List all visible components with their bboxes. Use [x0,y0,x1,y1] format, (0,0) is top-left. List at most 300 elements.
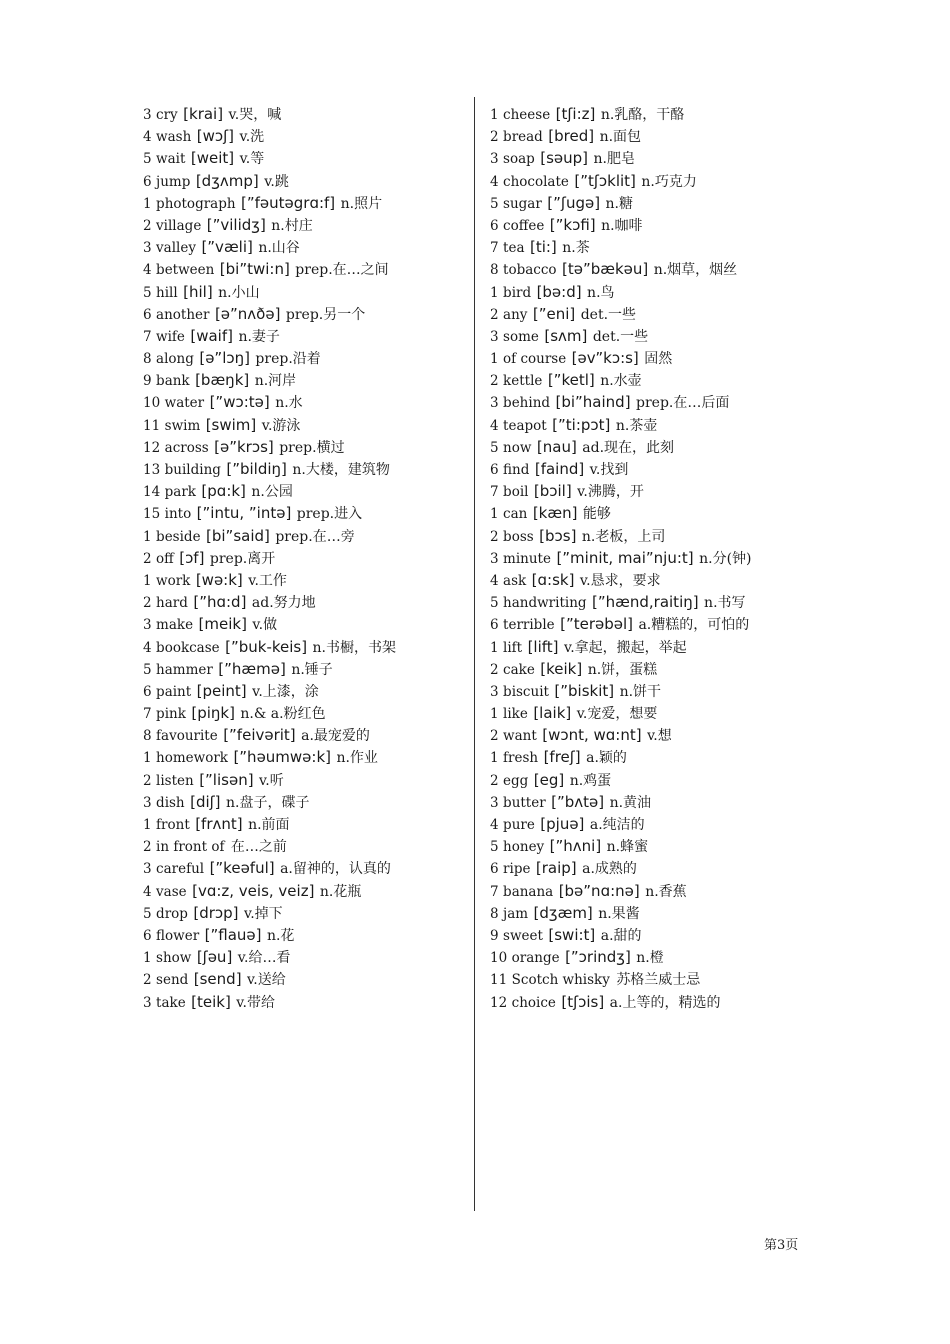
entry-word: into [164,506,192,523]
entry-gloss: n.鸟 [587,284,615,301]
entry-ipa: [swim] [205,415,257,434]
entry-word: tobacco [503,262,557,279]
entry-gloss: v.带给 [236,994,275,1011]
entry-gloss: 能够 [582,506,611,523]
entry-ipa: [wɔnt, wɑ:nt] [542,726,642,745]
entry-number: 9 [143,373,152,390]
entry-gloss: a.甜的 [600,927,642,944]
entry-word: fresh [503,750,539,767]
entry-word: another [156,306,210,323]
entry-gloss: prep.在…后面 [636,395,730,412]
entry-word: banana [503,883,554,900]
entry-number: 5 [490,439,499,456]
entry-number: 5 [143,905,152,922]
vocab-entry [490,835,820,857]
entry-gloss: v.跳 [264,173,289,190]
entry-number: 3 [143,240,152,257]
vocab-entry [143,724,463,746]
entry-ipa: [piŋk] [191,704,235,723]
entry-word: ask [503,572,527,589]
entry-number: 6 [143,927,152,944]
vocab-entry [143,613,463,635]
entry-number: 4 [490,817,499,833]
vocab-entry [143,835,463,857]
entry-ipa: [bɔs] [539,526,577,545]
entry-gloss: a.上等的，精选的 [609,994,721,1011]
vocab-entry [143,502,463,524]
entry-gloss: n.作业 [336,750,378,767]
vocab-entry [143,569,463,591]
vocab-entry [143,258,463,280]
entry-ipa: [teik] [191,992,231,1011]
entry-gloss: prep.另一个 [285,306,366,323]
entry-word: work [156,572,191,589]
entry-word: village [156,217,202,234]
entry-number: 3 [490,683,499,700]
entry-gloss: prep.横过 [279,439,345,456]
entry-number: 6 [143,306,152,323]
vocab-entry [490,857,820,879]
entry-gloss: det.一些 [592,328,649,345]
entry-ipa: [ə”lɔŋ] [199,349,250,368]
entry-ipa: [pɑ:k] [201,482,246,501]
entry-word: take [156,994,186,1011]
entry-word: behind [503,395,551,412]
entry-gloss: n.老板，上司 [581,528,666,545]
entry-word: bookcase [156,639,220,656]
vocab-entry [143,281,463,303]
entry-ipa: [”wɔ:tə] [209,393,270,412]
entry-ipa: [dʒæm] [533,903,593,922]
entry-number: 8 [490,262,499,279]
entry-gloss: n.前面 [248,817,290,833]
entry-word: cry [156,107,178,123]
entry-number: 3 [490,151,499,168]
entry-number: 8 [143,351,152,368]
entry-gloss: n.水 [275,395,303,412]
vocab-entry [490,880,820,902]
left-column [143,103,463,1013]
vocab-entry [490,192,820,214]
entry-word: park [164,484,196,501]
entry-gloss: det.一些 [580,306,637,323]
entry-gloss: v.等 [239,151,265,168]
vocab-entry [490,125,820,147]
entry-number: 2 [490,661,499,678]
entry-number: 12 [143,439,161,456]
vocab-entry [490,702,820,724]
entry-number: 15 [143,506,161,523]
entry-number: 5 [490,195,499,212]
entry-gloss: n.饼干 [619,683,662,700]
entry-gloss: v.找到 [589,462,629,478]
entry-gloss: a.最宠爱的 [301,728,370,745]
entry-word: between [156,262,215,279]
entry-number: 3 [143,794,152,811]
entry-ipa: [drɔp] [193,903,239,922]
entry-number: 5 [143,284,152,301]
entry-number: 11 [143,417,161,434]
entry-word: sweet [503,927,543,944]
vocab-entry [490,325,820,347]
vocab-entry [490,746,820,768]
vocab-entry [490,813,820,835]
entry-number: 1 [490,351,499,368]
vocab-entry [490,924,820,946]
entry-ipa: [”flauə] [204,925,262,944]
entry-ipa: [bi”twi:n] [219,260,290,279]
vocab-entry [143,702,463,724]
entry-word: flower [156,927,200,944]
entry-ipa: [bɔil] [533,482,572,501]
entry-gloss: n.河岸 [254,373,297,390]
entry-ipa: [laik] [533,704,572,723]
entry-number: 6 [490,462,499,478]
vocab-entry [490,258,820,280]
entry-word: coffee [503,217,545,234]
vocab-entry [490,991,820,1013]
entry-word: sugar [503,195,542,212]
vocab-entry [143,857,463,879]
entry-number: 3 [490,395,499,412]
vocab-entry [143,813,463,835]
entry-word: listen [156,772,194,789]
entry-number: 1 [143,950,152,967]
entry-ipa: [krai] [183,105,224,123]
entry-word: dish [156,794,185,811]
entry-word: cake [503,661,535,678]
entry-word: bird [503,284,532,301]
entry-gloss: n.乳酪，干酪 [600,107,685,123]
entry-gloss: v.恳求，要求 [579,572,661,589]
entry-word: in front of [156,839,225,856]
entry-number: 1 [490,706,499,723]
entry-gloss: n.面包 [599,129,642,146]
entry-gloss: v.洗 [239,129,265,146]
entry-word: careful [156,861,205,878]
entry-ipa: [nau] [536,437,577,456]
entry-word: wait [156,151,186,168]
entry-number: 2 [143,595,152,612]
entry-word: cheese [503,107,551,123]
entry-word: kettle [503,373,543,390]
entry-number: 1 [490,284,499,301]
entry-word: chocolate [503,173,569,190]
entry-ipa: [”eni] [532,304,576,323]
entry-word: beside [156,528,201,545]
entry-number: 2 [143,772,152,789]
entry-number: 2 [490,728,499,745]
vocab-entry [490,658,820,680]
entry-number: 2 [143,550,152,567]
entry-number: 12 [490,994,508,1011]
entry-number: 3 [490,550,499,567]
entry-gloss: n.黄油 [609,794,652,811]
vocab-entry [143,480,463,502]
entry-number: 2 [490,373,499,390]
vocab-entry [143,214,463,236]
entry-ipa: [”ʃugə] [547,193,601,212]
entry-ipa: [”hɑ:d] [193,593,247,612]
entry-number: 1 [143,750,152,767]
entry-number: 11 [490,972,508,989]
entry-ipa: [”bildiŋ] [226,460,287,478]
entry-ipa: [dʒʌmp] [195,171,259,190]
vocab-entry [490,591,820,613]
entry-ipa: [əv”kɔ:s] [571,349,639,368]
entry-word: handwriting [503,595,587,612]
entry-ipa: [eg] [533,770,565,789]
entry-ipa: [”tʃɔklit] [574,171,636,190]
entry-word: boss [503,528,534,545]
entry-gloss: n.妻子 [238,328,280,345]
vocab-entry [490,547,820,569]
entry-number: 3 [143,994,152,1011]
entry-ipa: [”terəbəl] [560,615,633,634]
entry-ipa: [bi”haind] [555,393,631,412]
entry-word: honey [503,839,545,856]
entry-number: 8 [143,728,152,745]
vocab-entry [143,325,463,347]
entry-ipa: [”hʌni] [549,837,602,856]
vocab-entry [490,347,820,369]
entry-number: 3 [143,617,152,634]
entry-gloss: n.花瓶 [319,883,362,900]
vocab-entry [143,880,463,902]
vocab-entry [490,369,820,391]
entry-gloss: n.肥皂 [593,151,635,168]
entry-gloss: n.大楼，建筑物 [292,462,390,478]
entry-ipa: [ɑ:sk] [531,570,575,589]
vocab-entry [143,147,463,169]
entry-ipa: [”ketl] [547,371,595,390]
vocab-entry [143,414,463,436]
entry-number: 1 [490,750,499,767]
entry-ipa: [”vilidʒ] [206,215,266,234]
entry-gloss: n.鸡蛋 [569,772,612,789]
entry-number: 1 [143,528,152,545]
entry-gloss: v.给…看 [237,950,291,967]
entry-number: 6 [490,217,499,234]
entry-ipa: [”feivərit] [223,726,296,745]
entry-word: ripe [503,861,531,878]
entry-ipa: [səup] [540,149,589,168]
entry-word: paint [156,683,192,700]
entry-ipa: [”væli] [201,238,253,257]
vocab-entry [143,769,463,791]
entry-number: 2 [143,839,152,856]
entry-ipa: [tə”bækəu] [562,260,649,279]
entry-gloss: prep.沿着 [255,351,321,368]
entry-gloss: n.饼，蛋糕 [587,661,658,678]
entry-ipa: [”bʌtə] [551,792,605,811]
entry-word: teapot [503,417,547,434]
entry-gloss: prep.在…旁 [275,528,355,545]
entry-word: valley [156,240,196,257]
entry-number: 6 [143,683,152,700]
entry-number: 1 [143,572,152,589]
entry-number: 2 [143,972,152,989]
vocab-entry [143,658,463,680]
vocab-entry [143,170,463,192]
entry-gloss: n.果酱 [598,905,640,922]
entry-gloss: n.巧克力 [641,173,697,190]
entry-gloss: n.花 [266,927,295,944]
vocab-entry [143,924,463,946]
entry-word: make [156,617,194,634]
entry-gloss: 在…之前 [230,839,287,856]
entry-gloss: n.山谷 [258,240,300,257]
entry-ipa: [”həumwə:k] [233,748,332,767]
vocab-entry [490,147,820,169]
entry-word: across [164,439,209,456]
vocab-entry [490,968,820,990]
vocab-entry [490,414,820,436]
entry-ipa: [”intu, ”intə] [196,504,292,523]
entry-ipa: [ə”nʌðə] [214,304,281,323]
entry-ipa: [”kɔfi] [549,215,596,234]
vocab-entry [143,746,463,768]
entry-number: 3 [143,861,152,878]
entry-gloss: 固然 [644,351,673,368]
entry-number: 2 [490,129,499,146]
vocab-entry [490,902,820,924]
column-divider [474,97,475,1211]
vocab-entry [143,946,463,968]
entry-ipa: [faind] [534,460,585,478]
vocab-entry [490,636,820,658]
entry-number: 1 [490,639,499,656]
vocab-entry [490,281,820,303]
vocab-entry [490,480,820,502]
entry-number: 2 [490,528,499,545]
entry-number: 2 [143,217,152,234]
vocab-entry [143,680,463,702]
entry-number: 7 [490,240,499,257]
vocab-entry [490,724,820,746]
vocab-entry [143,591,463,613]
entry-word: along [156,351,194,368]
vocab-entry [490,391,820,413]
entry-ipa: [wə:k] [195,570,243,589]
entry-number: 7 [490,883,499,900]
entry-word: send [156,972,189,989]
entry-gloss: n.锤子 [291,661,333,678]
entry-word: biscuit [503,683,549,700]
entry-number: 6 [490,861,499,878]
vocab-entry [143,192,463,214]
vocab-entry [143,436,463,458]
vocab-entry [143,125,463,147]
entry-number: 4 [143,129,152,146]
entry-word: favourite [156,728,218,745]
entry-gloss: prep.离开 [209,550,276,567]
entry-word: wife [156,328,185,345]
entry-gloss: n.蜂蜜 [606,839,649,856]
entry-word: hill [156,284,178,301]
entry-word: some [503,328,539,345]
entry-gloss: n.糖 [605,195,633,212]
entry-gloss: n.书橱，书架 [312,639,396,656]
entry-gloss: a.纯洁的 [589,817,645,833]
entry-word: photograph [156,195,236,212]
entry-number: 9 [490,927,499,944]
vocab-entry [143,791,463,813]
entry-word: minute [503,550,551,567]
entry-gloss: n.小山 [218,284,260,301]
entry-gloss: n.茶壶 [615,417,658,434]
entry-ipa: [keik] [540,659,583,678]
vocab-entry [490,458,820,480]
entry-number: 7 [143,706,152,723]
entry-word: egg [503,772,529,789]
entry-word: building [164,462,221,478]
entry-gloss: v.上漆，涂 [252,683,319,700]
entry-word: butter [503,794,546,811]
entry-gloss: v.工作 [248,572,287,589]
entry-number: 7 [143,328,152,345]
vocab-entry [490,680,820,702]
entry-ipa: [wɔʃ] [196,127,234,146]
entry-number: 2 [490,772,499,789]
entry-word: find [503,462,530,478]
entry-word: homework [156,750,228,767]
entry-word: of course [503,351,567,368]
entry-ipa: [kæn] [532,504,578,523]
entry-gloss: n.& a.粉红色 [240,706,326,723]
entry-gloss: v.掉下 [243,905,283,922]
entry-gloss: n.村庄 [271,217,313,234]
entry-ipa: [frʌnt] [195,815,243,833]
entry-gloss: v.做 [252,617,278,634]
vocab-entry [490,525,820,547]
entry-gloss: n.分(钟) [699,550,752,567]
entry-word: like [503,706,528,723]
entry-number: 1 [490,506,499,523]
vocab-entry [143,236,463,258]
entry-number: 10 [490,950,508,967]
entry-number: 13 [143,462,161,478]
vocab-entry [490,569,820,591]
entry-word: water [164,395,205,412]
entry-number: 5 [143,661,152,678]
entry-gloss: v.哭，喊 [228,107,282,123]
entry-number: 3 [490,794,499,811]
entry-number: 1 [143,195,152,212]
entry-gloss: a.糟糕的，可怕的 [638,617,750,634]
entry-gloss: v.想 [647,728,672,745]
vocab-entry [143,991,463,1013]
entry-number: 7 [490,484,499,501]
entry-ipa: [tʃi:z] [555,105,596,123]
vocab-entry [490,303,820,325]
entry-ipa: [peint] [196,681,247,700]
entry-number: 4 [143,262,152,279]
entry-word: choice [511,994,556,1011]
entry-gloss: n.香蕉 [645,883,687,900]
entry-ipa: [swi:t] [548,925,596,944]
entry-number: 10 [143,395,161,412]
entry-number: 4 [143,883,152,900]
entry-gloss: n.咖啡 [601,217,643,234]
vocab-entry [490,613,820,635]
entry-word: Scotch whisky [511,972,610,989]
vocab-entry [143,968,463,990]
right-column [490,103,820,1013]
entry-gloss: n.橙 [636,950,664,967]
vocab-entry [490,214,820,236]
entry-ipa: [bə”nɑ:nə] [558,881,640,900]
